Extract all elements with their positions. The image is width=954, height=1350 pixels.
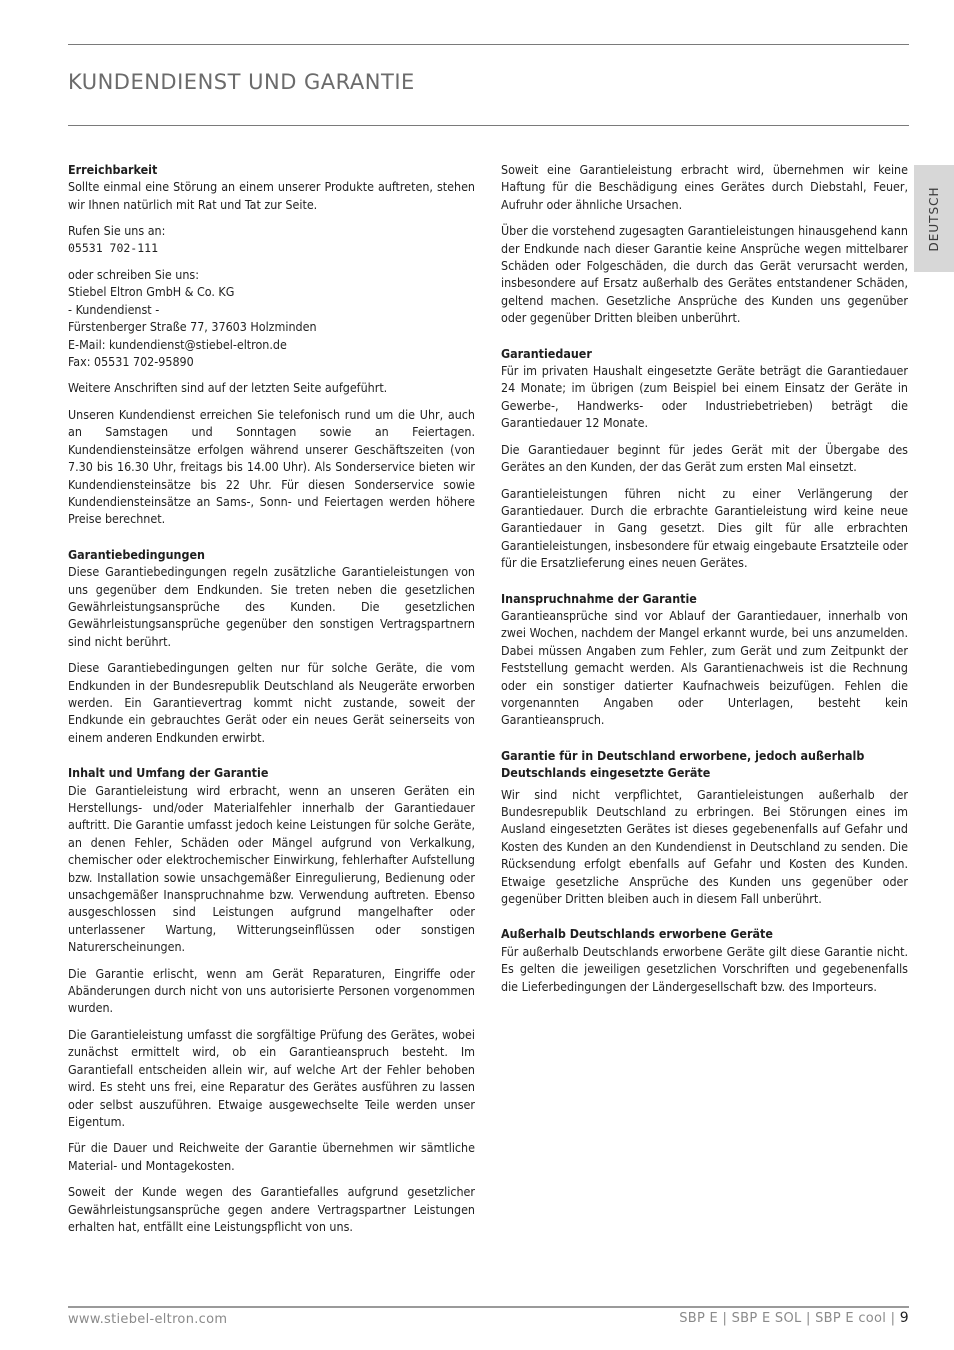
- heading-inhalt: Inhalt und Umfang der Garantie: [68, 765, 269, 781]
- garantiebedingungen-p2: Diese Garantiebedingungen gelten nur für solche Geräte, die vom Endkunden in der Bundesrepublik Deutschland als Neugeräte erworben werden. Ein Garantievertrag kommt nicht zustande, soweit der Endkunde ein gebrauchtes Gerät oder ein neues Gerät seinerseits von einem anderen Endkunden erwirbt.: [68, 660, 475, 745]
- footer-models: [679, 1310, 909, 1326]
- heading-erreichbarkeit: Erreichbarkeit: [68, 162, 158, 177]
- section-gap: [501, 581, 908, 590]
- haftung-p1: Soweit eine Garantieleistung erbracht wird, übernehmen wir keine Haftung für die Beschädigung eines Gerätes durch Diebstahl, Feuer, Aufruhr oder ähnliche Ursachen.: [501, 162, 908, 212]
- ausland-p1: Wir sind nicht verpflichtet, Garantieleistungen außerhalb der Bundesrepublik Deutschland zu erbringen. Bei Störungen eines im Ausland eingesetzten Gerätes ist dieses gegebenenfalls auf Gefahr und Kosten des Kunden an den Kundendienst in Deutschland zu senden. Die Rücksendung erfolgt ebenfalls auf Gefahr und Kosten des Kunden. Etwaige gesetzliche Ansprüche des Kunden uns gegenüber oder gegenüber Dritten bleiben auch in diesem Fall unberührt.: [501, 786, 908, 907]
- heading-inanspruchnahme: Inanspruchnahme der Garantie: [501, 590, 697, 606]
- header-rule-bottom: [68, 125, 909, 126]
- more-addresses: Weitere Anschriften sind auf der letzten Seite aufgeführt.: [68, 380, 388, 396]
- page-title: KUNDENDIENST UND GARANTIE: [68, 70, 415, 95]
- heading-garantiedauer: Garantiedauer: [501, 345, 592, 361]
- inhalt-p3: Die Garantieleistung umfasst die sorgfältige Prüfung des Gerätes, wobei zunächst ermittelt wird, ob ein Garantieanspruch besteht. Im Garantiefall entscheiden allein wir, auf welche Art der Fehler behoben wird. Es steht uns frei, eine Reparatur des Gerätes ausführen zu lassen oder selbst auszuführen. Etwaige ausgewechselte Teile werden unser Eigentum.: [68, 1026, 475, 1129]
- inhalt-p4: Für die Dauer und Reichweite der Garantie übernehmen wir sämtliche Material- und Montagekosten.: [68, 1140, 475, 1173]
- right-column: [501, 161, 908, 1004]
- phone-number: 05531 702-111: [68, 240, 159, 255]
- language-tab: [914, 165, 954, 272]
- write-label: oder schreiben Sie uns:: [68, 267, 199, 283]
- garantiebedingungen-p1: Diese Garantiebedingungen regeln zusätzliche Garantieleistungen von uns gegenüber dem Endkunden. Sie treten neben die gesetzlichen Gewährleistungsansprüche des Kunden. Die gesetzlichen Gewährleistungsansprüche gegenüber den sonstigen Vertragspartnern sind nicht berührt.: [68, 564, 475, 649]
- fax-number: Fax: 05531 702-95890: [68, 354, 194, 370]
- inhalt-p2: Die Garantie erlischt, wenn am Gerät Reparaturen, Eingriffe oder Abänderungen durch nicht von uns autorisierte Personen vorgenommen wurden.: [68, 965, 475, 1016]
- section-gap: [501, 916, 908, 925]
- haftung-p2: Über die vorstehend zugesagten Garantieleistungen hinausgehend kann der Endkunde nach dieser Garantie keine Ansprüche wegen mittelbarer Schäden oder Folgeschäden, die durch das Gerät verursacht werden, insbesondere auf Ersatz außerhalb des Gerätes entstandener Schäden, geltend machen. Gesetzliche Ansprüche des Kunden uns gegenüber oder gegenüber Dritten bleiben unberührt.: [501, 223, 908, 326]
- erreichbarkeit-intro: Sollte einmal eine Störung an einem unserer Produkte auftreten, stehen wir Ihnen natürlich mit Rat und Tat zur Seite.: [68, 179, 475, 212]
- section-gap: [501, 738, 908, 747]
- contact-address-block: [68, 266, 475, 370]
- inhalt-p1: Die Garantieleistung wird erbracht, wenn an unseren Geräten ein Herstellungs- und/oder Materialfehler innerhalb der Garantiedauer auftritt. Die Garantie umfasst jedoch keine Leistungen für solche Geräte, an denen Fehler, Schäden oder Mängel aufgrund von Verkalkung, chemischer oder elektrochemischer Einwirkung, fehlerhafter Aufstellung bzw. Installation sowie unsachgemäßer Einregulierung, Bedienung oder unsachgemäßer Inanspruchnahme bzw. Verwendung auftreten. Ebenso ausgeschlossen sind Leistungen aufgrund mangelhafter oder unterlassener Wartung, Witterungseinflüssen oder sonstigen Naturerscheinungen.: [68, 782, 475, 955]
- section-gap: [68, 537, 475, 546]
- section-gap: [501, 336, 908, 345]
- contact-call-block: [68, 222, 475, 257]
- footer-website-link[interactable]: www.stiebel-eltron.com: [68, 1312, 228, 1327]
- call-label: Rufen Sie uns an:: [68, 223, 166, 239]
- street-address: Fürstenberger Straße 77, 37603 Holzminden: [68, 319, 317, 335]
- company-name: Stiebel Eltron GmbH & Co. KG: [68, 284, 235, 300]
- section-gap: [68, 755, 475, 764]
- department: - Kundendienst -: [68, 301, 160, 317]
- heading-garantiebedingungen: Garantiebedingungen: [68, 546, 205, 562]
- footer-model-list: SBP E | SBP E SOL | SBP E cool |: [679, 1311, 896, 1326]
- language-tab-label: DEUTSCH: [927, 186, 941, 251]
- service-hours: Unseren Kundendienst erreichen Sie telefonisch rund um die Uhr, auch an Samstagen und Sonntagen sowie an Feiertagen. Kundendiensteinsätze erfolgen während unserer Geschäftszeiten (von 7.30 bis 16.30 Uhr, freitags bis 14.00 Uhr). Als Sonderservice bieten wir Kundendiensteinsätze bis 22 Uhr. Für diesen Sonderservice sowie Kundendiensteinsätze an Sams-, Sonn- und Feiertagen werden höhere Preise berechnet.: [68, 406, 475, 527]
- left-column: [68, 161, 475, 1244]
- email-address: E-Mail: kundendienst@stiebel-eltron.de: [68, 336, 287, 352]
- ausserhalb-p1: Für außerhalb Deutschlands erworbene Geräte gilt diese Garantie nicht. Es gelten die jeweiligen gesetzlichen Vorschriften und gegebenenfalls die Lieferbedingungen der Ländergesellschaft bzw. des Importeurs.: [501, 943, 908, 994]
- footer-rule: [68, 1306, 909, 1308]
- page-number: 9: [899, 1310, 909, 1326]
- garantiedauer-p1: Für im privaten Haushalt eingesetzte Geräte beträgt die Garantiedauer 24 Monate; im übrigen (zum Beispiel bei einem Einsatz der Geräte in Gewerbe-, Handwerks- oder Industriebetrieben) beträgt die Garantiedauer 12 Monate.: [501, 363, 908, 431]
- garantiedauer-p3: Garantieleistungen führen nicht zu einer Verlängerung der Garantiedauer. Durch die erbrachte Garantieleistung wird keine neue Garantiedauer in Gang gesetzt. Dies gilt für alle erbrachten Garantieleistungen, insbesondere für etwaig eingebaute Ersatzteile oder für die Ersatzlieferung eines neuen Gerätes.: [501, 485, 908, 571]
- inanspruchnahme-p1: Garantieansprüche sind vor Ablauf der Garantiedauer, innerhalb von zwei Wochen, nachdem der Mangel erkannt wurde, bei uns anzumelden. Dabei müssen Angaben zum Fehler, zum Gerät und zum Zeitpunkt der Feststellung gemacht werden. Als Garantienachweis ist die Rechnung oder ein sonstiger datierter Kaufnachweis beizufügen. Fehlen die vorgenannten Angaben oder Unterlagen, besteht kein Garantieanspruch.: [501, 607, 908, 728]
- inhalt-p5: Soweit der Kunde wegen des Garantiefalles aufgrund gesetzlicher Gewährleistungsansprüche gegen andere Vertragspartner Leistungen erhalten hat, entfällt eine Leistungspflicht von uns.: [68, 1184, 475, 1234]
- heading-ausland: Garantie für in Deutschland erworbene, jedoch außerhalb Deutschlands eingesetzte Geräte: [501, 747, 865, 781]
- garantiedauer-p2: Die Garantiedauer beginnt für jedes Gerät mit der Übergabe des Gerätes an den Kunden, der das Gerät zum ersten Mal einsetzt.: [501, 441, 908, 475]
- header-rule-top: [68, 44, 909, 45]
- heading-ausserhalb: Außerhalb Deutschlands erworbene Geräte: [501, 926, 773, 942]
